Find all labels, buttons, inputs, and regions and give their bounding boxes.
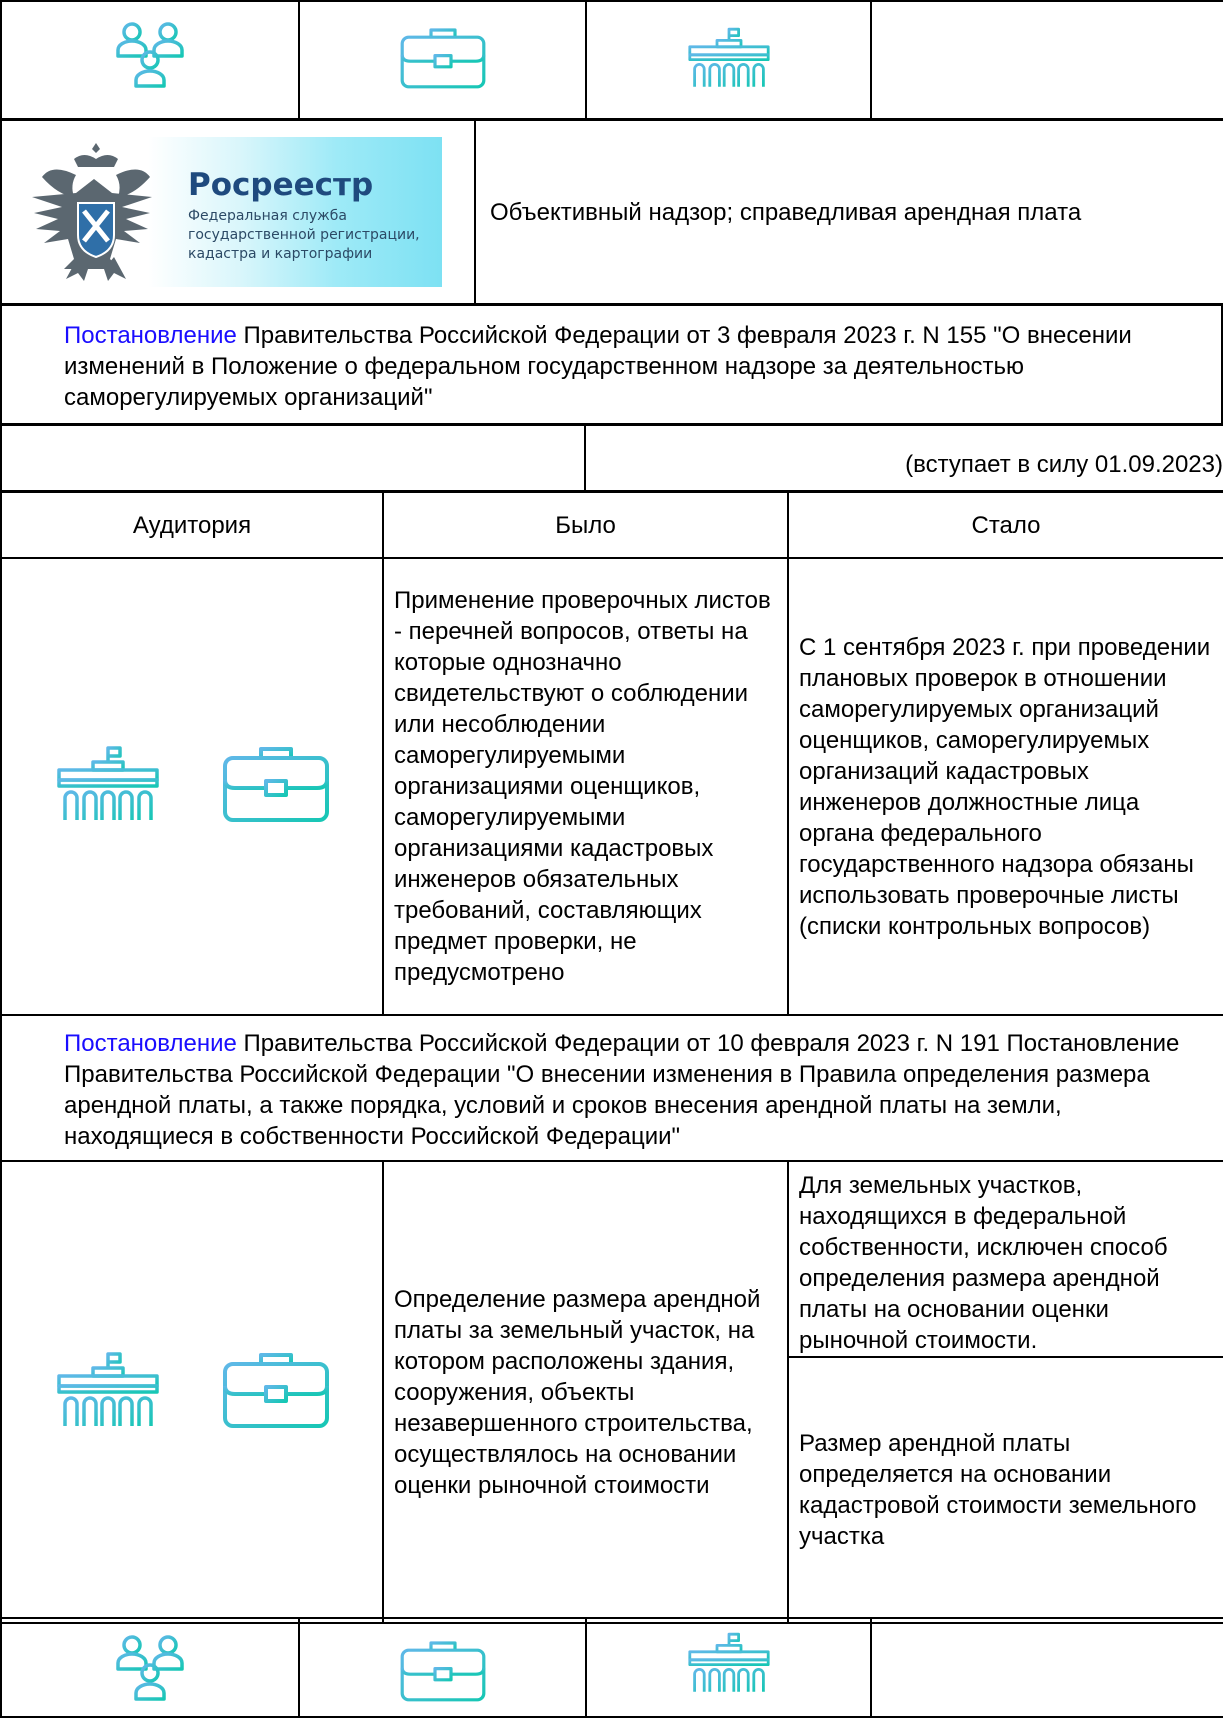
- decree1-cell: [1, 305, 1222, 424]
- decree2-title: Правительства Российской Федерации от 10 февраля 2023 г. N 191 Постановление Правительства Российской Федерации "О внесении изменения в Правила определения размера арендной платы, а также порядка, условий и сроков внесения арендной платы на земли, находящиеся в собственности Российской Федерации": [64, 1030, 1180, 1150]
- decree1-row: [0, 304, 1223, 425]
- bottom-empty-cell: [871, 1618, 1223, 1717]
- decree2-text: [2, 1016, 1223, 1152]
- decree2-link[interactable]: Постановление: [64, 1030, 237, 1057]
- row2-was-text: Определение размера арендной платы за земельный участок, на котором расположены здания, сооружения, объекты незавершенного строительства, осуществлялось на основании оценки рыночной стоимости: [394, 1285, 761, 1499]
- logo-cell: [1, 120, 475, 304]
- logo-subtitle-line: кадастра и картографии: [188, 246, 373, 262]
- change-row-2a: [1, 1161, 1223, 1357]
- briefcase-icon: [221, 744, 331, 824]
- row1-was-cell: [383, 558, 788, 1015]
- bottom-building-cell: [586, 1618, 871, 1717]
- logo-brand: Росреестр: [188, 167, 374, 203]
- header-row: [0, 119, 1223, 305]
- briefcase-icon: [399, 1639, 487, 1703]
- top-building-cell: [586, 1, 871, 119]
- column-header-row: [1, 492, 1223, 558]
- logo-subtitle: [188, 207, 420, 264]
- briefcase-icon: [399, 26, 487, 90]
- column-header-became: Стало: [788, 492, 1223, 558]
- slogan: Объективный надзор; справедливая арендная плата: [490, 198, 1082, 226]
- government-building-icon: [685, 26, 773, 90]
- comparison-table: [0, 491, 1223, 1624]
- bottom-briefcase-cell: [299, 1618, 586, 1717]
- bottom-people-cell: [1, 1618, 299, 1717]
- briefcase-icon: [221, 1350, 331, 1430]
- government-building-icon: [53, 744, 163, 824]
- government-building-icon: [53, 1350, 163, 1430]
- top-empty-cell: [871, 1, 1223, 119]
- row1-became-text: С 1 сентября 2023 г. при проведении плановых проверок в отношении саморегулируемых организаций оценщиков, саморегулируемых организаций кадастровых инженеров должностные лица органа федерального государственного надзора обязаны использовать проверочные листы (списки контрольных вопросов): [799, 633, 1211, 940]
- top-people-cell: [1, 1, 299, 119]
- column-header-audience: Аудитория: [1, 492, 383, 558]
- people-group-icon: [110, 18, 190, 98]
- slogan-cell: [475, 120, 1223, 304]
- row2-audience-cell: [1, 1161, 383, 1623]
- decree2-cell: [1, 1015, 1223, 1161]
- government-building-icon: [685, 1631, 773, 1695]
- logo-subtitle-line: Федеральная служба: [188, 208, 347, 224]
- top-briefcase-cell: [299, 1, 586, 119]
- row1-became-cell: [788, 558, 1223, 1015]
- row2-became-cell-2: [788, 1357, 1223, 1623]
- decree2-row: [1, 1015, 1223, 1161]
- logo-subtitle-line: государственной регистрации,: [188, 227, 420, 243]
- row1-was-text: Применение проверочных листов - перечней вопросов, ответы на которые однозначно свидетельствуют о соблюдении или несоблюдении саморегулируемыми организациями оценщиков, саморегулируемыми организациями кадастровых инженеров обязательных требований, составляющих предмет проверки, не предусмотрено: [394, 587, 771, 986]
- effective-date-row: [0, 424, 1223, 492]
- decree1-title: Правительства Российской Федерации от 3 февраля 2023 г. N 155 "О внесении изменений в Положение о федеральном государственном надзоре за деятельностью саморегулируемых организаций": [64, 322, 1132, 411]
- row2-became-text-1: Для земельных участков, находящихся в федеральной собственности, исключен способ определения размера арендной платы на основании оценки рыночной стоимости.: [799, 1172, 1168, 1354]
- column-header-was: Было: [383, 492, 788, 558]
- change-row-1: [1, 558, 1223, 1015]
- bottom-icon-strip: [0, 1617, 1223, 1718]
- row2-became-text-2: Размер арендной платы определяется на основании кадастровой стоимости земельного участка: [799, 1430, 1197, 1550]
- row1-audience-cell: [1, 558, 383, 1015]
- decree1-link[interactable]: Постановление: [64, 322, 237, 349]
- effective-date: (вступает в силу 01.09.2023): [905, 451, 1223, 478]
- people-group-icon: [110, 1631, 190, 1711]
- top-icon-strip: [0, 0, 1223, 120]
- effective-date-cell: [585, 425, 1223, 491]
- decree1-text: [2, 306, 1221, 413]
- double-headed-eagle-emblem-icon: [22, 137, 170, 287]
- effective-empty-cell: [1, 425, 585, 491]
- row2-was-cell: [383, 1161, 788, 1623]
- row2-became-cell-1: [788, 1161, 1223, 1357]
- rosreestr-logo: [22, 137, 442, 287]
